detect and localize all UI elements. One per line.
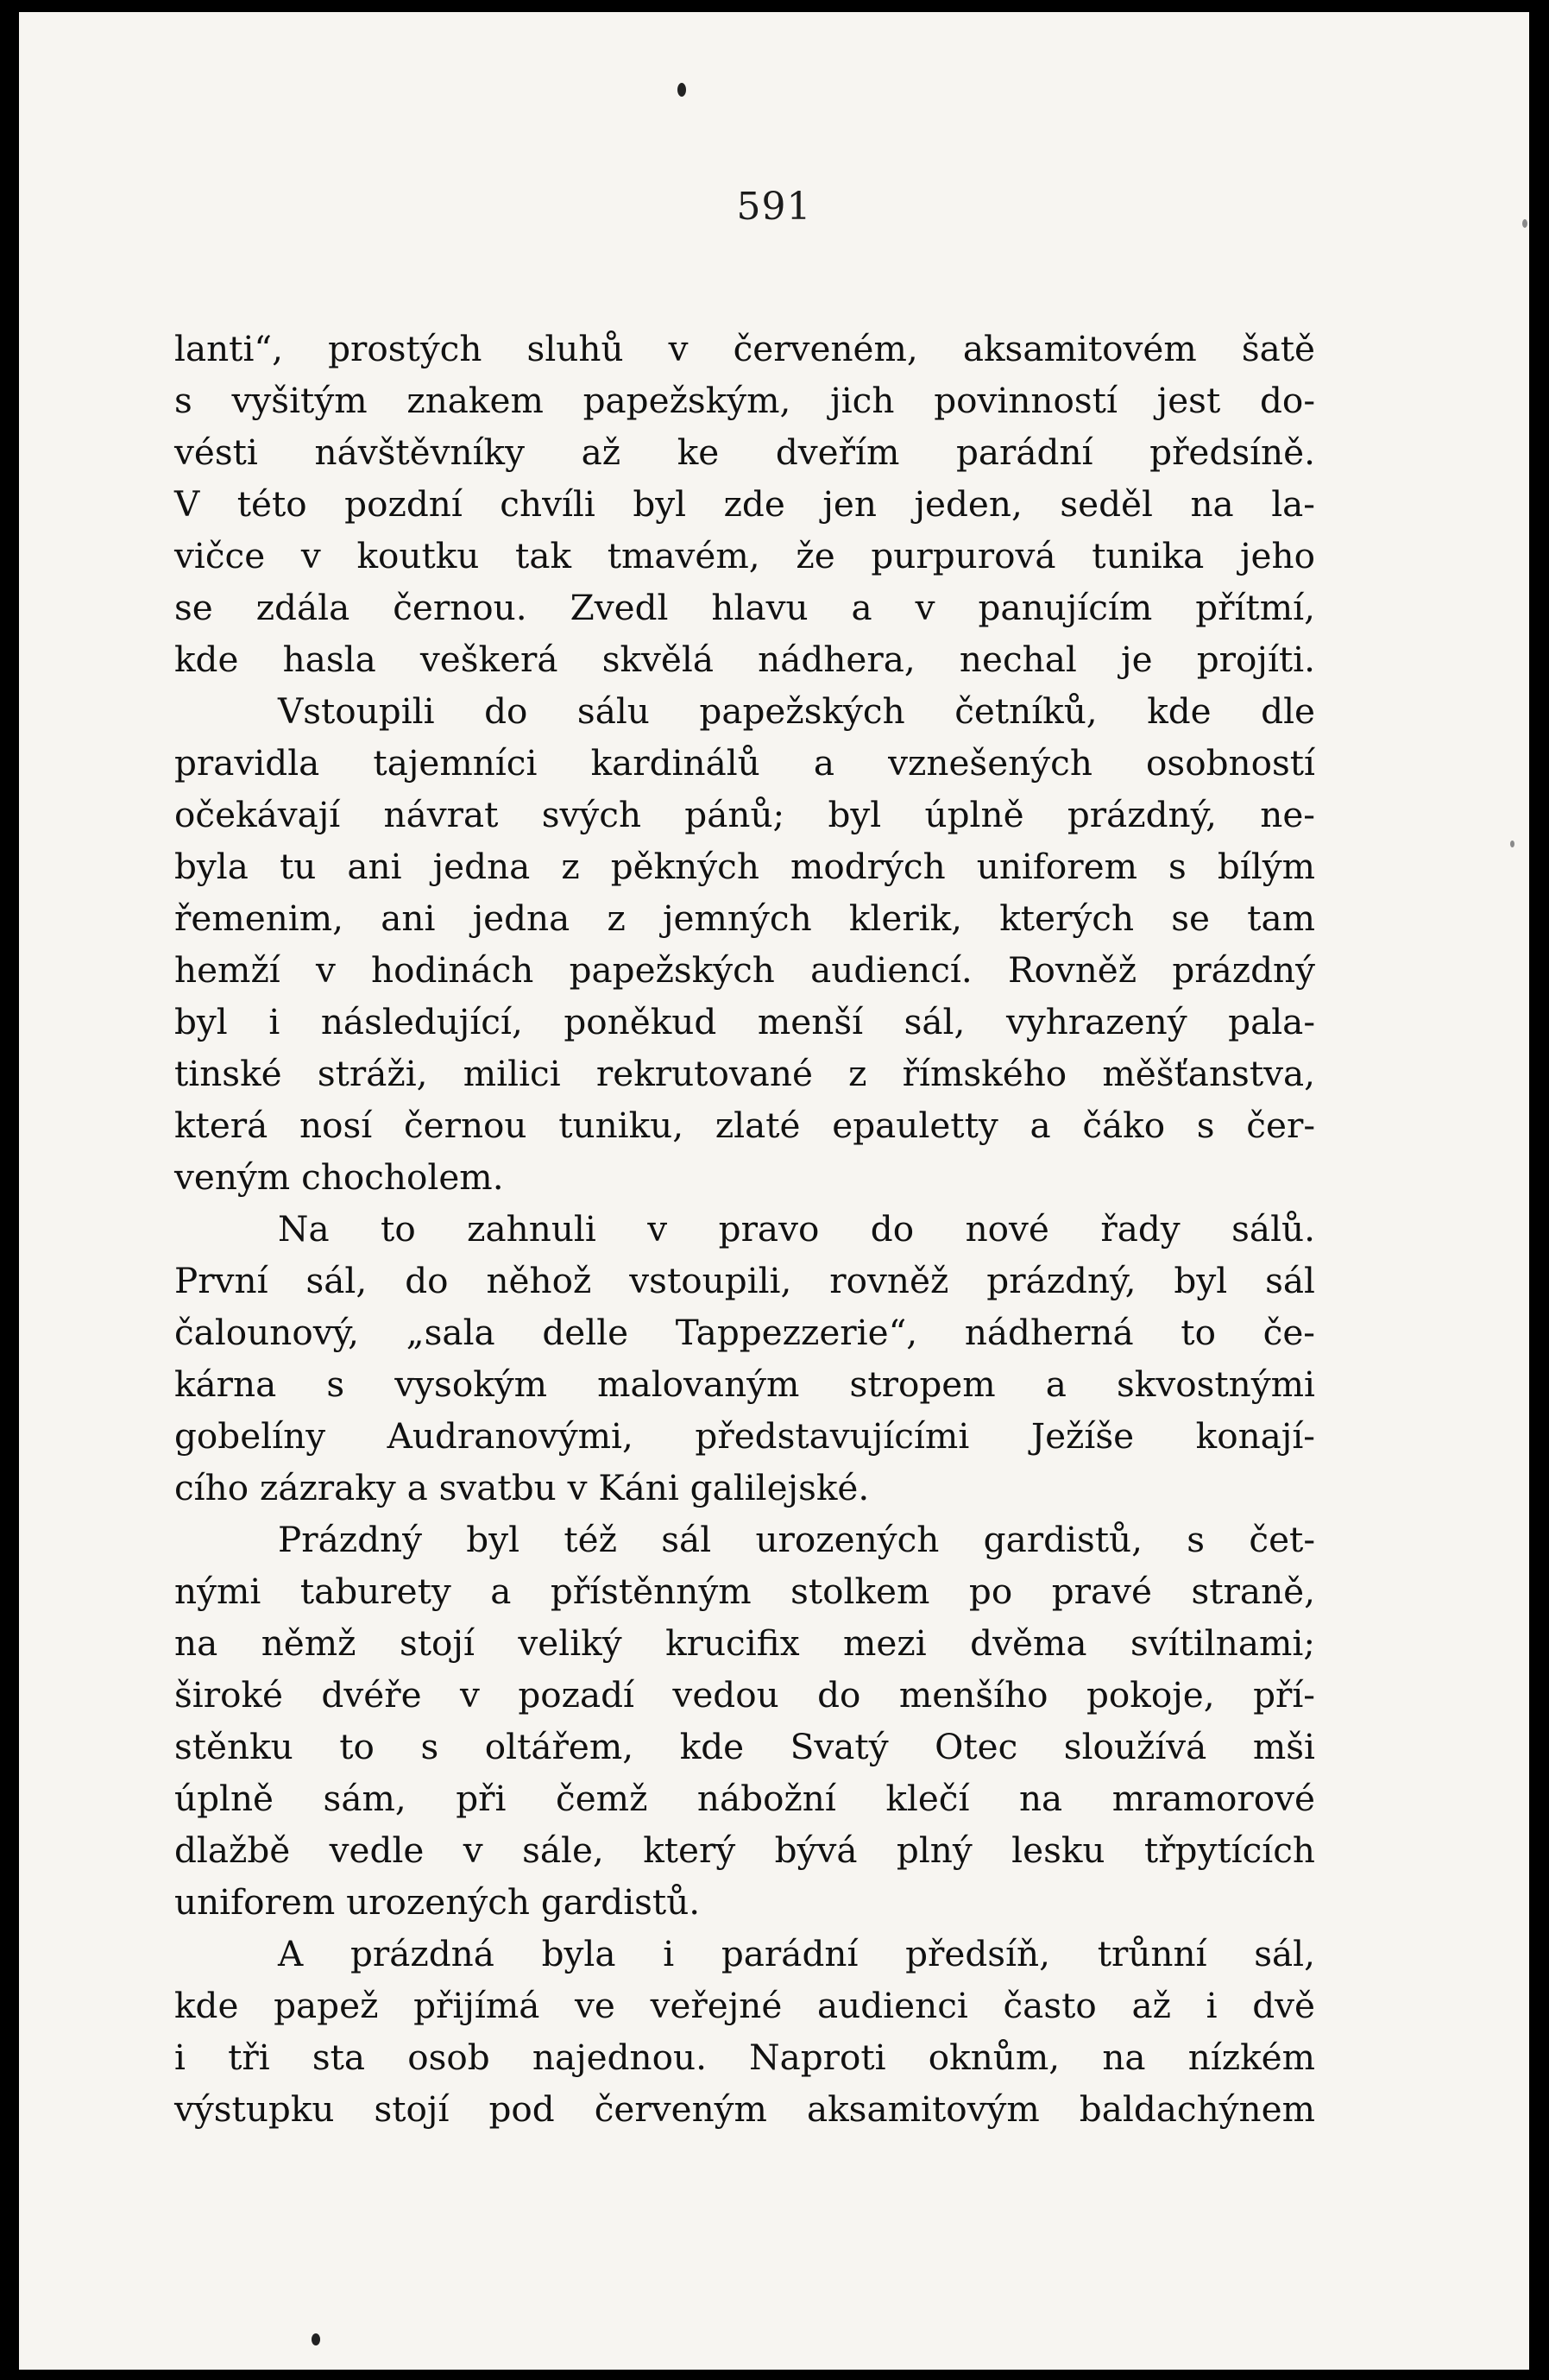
- text-line: V této pozdní chvíli byl zde jen jeden, seděl na la-: [174, 483, 1315, 525]
- paragraph-start-line: Vstoupili do sálu papežských četníků, kde dle: [278, 690, 1315, 732]
- text-line: se zdála černou. Zvedl hlavu a v panujícím přítmí,: [174, 587, 1315, 628]
- text-line: lanti“, prostých sluhů v červeném, aksamitovém šatě: [174, 328, 1315, 369]
- body-text: [174, 323, 1315, 2135]
- paragraph-start-line: A prázdná byla i parádní předsíň, trůnní sál,: [278, 1933, 1315, 1974]
- paper-speck: [1510, 841, 1514, 847]
- text-line: výstupku stojí pod červeným aksamitovým baldachýnem: [174, 2088, 1315, 2130]
- text-line: s vyšitým znakem papežským, jich povinností jest do-: [174, 380, 1315, 421]
- paragraph-end-line: cího zázraky a svatbu v Káni galilejské.: [174, 1467, 870, 1508]
- paragraph-end-line: veným chocholem.: [174, 1156, 504, 1198]
- text-line: kde papež přijímá ve veřejné audienci často až i dvě: [174, 1985, 1315, 2026]
- text-line: široké dvéře v pozadí vedou do menšího pokoje, pří-: [174, 1674, 1315, 1716]
- text-line: čalounový, „sala delle Tappezzerie“, nádherná to če-: [174, 1312, 1315, 1353]
- text-line: vésti návštěvníky až ke dveřím parádní předsíně.: [174, 431, 1315, 473]
- text-line: řemenim, ani jedna z jemných klerik, kterých se tam: [174, 897, 1315, 939]
- text-line: na němž stojí veliký krucifix mezi dvěma svítilnami;: [174, 1622, 1315, 1664]
- text-line: vičce v koutku tak tmavém, že purpurová tunika jeho: [174, 535, 1315, 576]
- text-line: i tři sta osob najednou. Naproti oknům, na nízkém: [174, 2037, 1315, 2078]
- text-line: kde hasla veškerá skvělá nádhera, nechal je projíti.: [174, 639, 1315, 680]
- text-line: úplně sám, při čemž nábožní klečí na mramorové: [174, 1778, 1315, 1819]
- paragraph-end-line: uniforem urozených gardistů.: [174, 1881, 701, 1923]
- text-line: gobelíny Audranovými, představujícími Ježíše konají-: [174, 1415, 1315, 1457]
- text-line: hemží v hodinách papežských audiencí. Rovněž prázdný: [174, 949, 1315, 991]
- text-line: byl i následující, poněkud menší sál, vyhrazený pala-: [174, 1001, 1315, 1042]
- text-line: První sál, do něhož vstoupili, rovněž prázdný, byl sál: [174, 1260, 1315, 1301]
- text-line: tinské stráži, milici rekrutované z římského měšťanstva,: [174, 1053, 1315, 1094]
- text-line: která nosí černou tuniku, zlaté epauletty a čáko s čer-: [174, 1105, 1315, 1146]
- text-line: očekávají návrat svých pánů; byl úplně prázdný, ne-: [174, 794, 1315, 835]
- page-number: 591: [736, 185, 812, 229]
- text-line: byla tu ani jedna z pěkných modrých uniforem s bílým: [174, 846, 1315, 887]
- book-page: [19, 12, 1529, 2370]
- text-line: dlažbě vedle v sále, který bývá plný lesku třpytících: [174, 1829, 1315, 1871]
- text-line: kárna s vysokým malovaným stropem a skvostnými: [174, 1363, 1315, 1405]
- text-line: nými taburety a přístěnným stolkem po pravé straně,: [174, 1571, 1315, 1612]
- text-line: stěnku to s oltářem, kde Svatý Otec sloužívá mši: [174, 1726, 1315, 1767]
- text-line: pravidla tajemníci kardinálů a vznešených osobností: [174, 742, 1315, 784]
- paragraph-start-line: Prázdný byl též sál urozených gardistů, s čet-: [278, 1519, 1315, 1560]
- printer-dot-top: [677, 83, 686, 97]
- paragraph-start-line: Na to zahnuli v pravo do nové řady sálů.: [278, 1208, 1315, 1250]
- printer-dot-bottom: [312, 2333, 320, 2345]
